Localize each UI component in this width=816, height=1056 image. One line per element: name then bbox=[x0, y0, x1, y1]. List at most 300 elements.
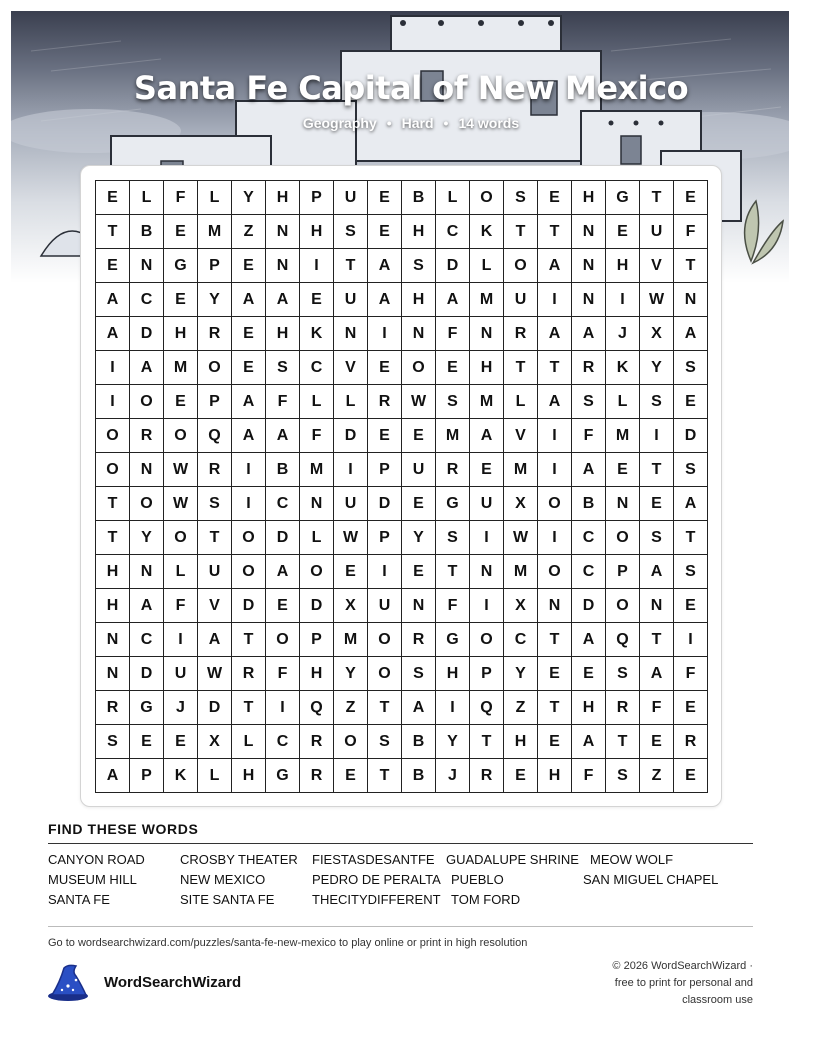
grid-cell[interactable]: S bbox=[606, 657, 640, 691]
grid-cell[interactable]: E bbox=[334, 759, 368, 793]
grid-cell[interactable]: N bbox=[640, 589, 674, 623]
grid-cell[interactable]: H bbox=[300, 215, 334, 249]
grid-cell[interactable]: O bbox=[470, 181, 504, 215]
grid-cell[interactable]: H bbox=[402, 215, 436, 249]
grid-cell[interactable]: N bbox=[572, 215, 606, 249]
grid-cell[interactable]: K bbox=[164, 759, 198, 793]
grid-cell[interactable]: X bbox=[640, 317, 674, 351]
grid-cell[interactable]: E bbox=[368, 181, 402, 215]
grid-cell[interactable]: L bbox=[232, 725, 266, 759]
grid-cell[interactable]: S bbox=[436, 521, 470, 555]
grid-cell[interactable]: L bbox=[334, 385, 368, 419]
grid-cell[interactable]: T bbox=[538, 691, 572, 725]
grid-cell[interactable]: L bbox=[606, 385, 640, 419]
grid-cell[interactable]: R bbox=[504, 317, 538, 351]
grid-cell[interactable]: H bbox=[504, 725, 538, 759]
grid-cell[interactable]: I bbox=[470, 589, 504, 623]
grid-cell[interactable]: V bbox=[334, 351, 368, 385]
grid-cell[interactable]: S bbox=[96, 725, 130, 759]
grid-cell[interactable]: D bbox=[674, 419, 708, 453]
grid-cell[interactable]: N bbox=[130, 453, 164, 487]
grid-cell[interactable]: R bbox=[436, 453, 470, 487]
grid-cell[interactable]: I bbox=[368, 555, 402, 589]
grid-cell[interactable]: U bbox=[334, 283, 368, 317]
grid-cell[interactable]: W bbox=[334, 521, 368, 555]
grid-cell[interactable]: O bbox=[470, 623, 504, 657]
grid-cell[interactable]: I bbox=[96, 385, 130, 419]
grid-cell[interactable]: M bbox=[300, 453, 334, 487]
grid-cell[interactable]: Y bbox=[436, 725, 470, 759]
grid-cell[interactable]: E bbox=[402, 555, 436, 589]
grid-cell[interactable]: H bbox=[470, 351, 504, 385]
grid-cell[interactable]: O bbox=[538, 487, 572, 521]
grid-cell[interactable]: U bbox=[470, 487, 504, 521]
grid-cell[interactable]: D bbox=[266, 521, 300, 555]
grid-cell[interactable]: A bbox=[538, 249, 572, 283]
grid-cell[interactable]: I bbox=[538, 419, 572, 453]
grid-cell[interactable]: E bbox=[402, 419, 436, 453]
grid-cell[interactable]: S bbox=[368, 725, 402, 759]
grid-cell[interactable]: O bbox=[130, 385, 164, 419]
grid-cell[interactable]: I bbox=[232, 487, 266, 521]
grid-cell[interactable]: C bbox=[572, 555, 606, 589]
grid-cell[interactable]: E bbox=[674, 385, 708, 419]
grid-cell[interactable]: I bbox=[436, 691, 470, 725]
grid-cell[interactable]: A bbox=[640, 555, 674, 589]
grid-cell[interactable]: E bbox=[606, 215, 640, 249]
grid-cell[interactable]: H bbox=[96, 555, 130, 589]
grid-cell[interactable]: O bbox=[96, 453, 130, 487]
grid-cell[interactable]: A bbox=[674, 487, 708, 521]
grid-cell[interactable]: A bbox=[572, 317, 606, 351]
grid-cell[interactable]: A bbox=[402, 691, 436, 725]
grid-cell[interactable]: A bbox=[96, 283, 130, 317]
grid-cell[interactable]: O bbox=[368, 623, 402, 657]
grid-cell[interactable]: T bbox=[674, 521, 708, 555]
grid-cell[interactable]: T bbox=[368, 759, 402, 793]
grid-cell[interactable]: F bbox=[572, 759, 606, 793]
grid-cell[interactable]: E bbox=[334, 555, 368, 589]
grid-cell[interactable]: X bbox=[198, 725, 232, 759]
grid-cell[interactable]: N bbox=[674, 283, 708, 317]
grid-cell[interactable]: R bbox=[300, 725, 334, 759]
grid-cell[interactable]: H bbox=[572, 691, 606, 725]
grid-cell[interactable]: U bbox=[402, 453, 436, 487]
grid-cell[interactable]: H bbox=[266, 181, 300, 215]
grid-cell[interactable]: O bbox=[606, 589, 640, 623]
grid-cell[interactable]: I bbox=[232, 453, 266, 487]
grid-cell[interactable]: S bbox=[674, 555, 708, 589]
grid-cell[interactable]: E bbox=[164, 283, 198, 317]
grid-cell[interactable]: E bbox=[232, 249, 266, 283]
grid-cell[interactable]: M bbox=[198, 215, 232, 249]
grid-cell[interactable]: S bbox=[436, 385, 470, 419]
grid-cell[interactable]: H bbox=[232, 759, 266, 793]
grid-cell[interactable]: W bbox=[640, 283, 674, 317]
grid-cell[interactable]: A bbox=[538, 385, 572, 419]
grid-cell[interactable]: M bbox=[334, 623, 368, 657]
grid-cell[interactable]: O bbox=[130, 487, 164, 521]
grid-cell[interactable]: A bbox=[232, 419, 266, 453]
grid-cell[interactable]: Z bbox=[232, 215, 266, 249]
grid-cell[interactable]: L bbox=[300, 385, 334, 419]
grid-cell[interactable]: O bbox=[164, 521, 198, 555]
grid-cell[interactable]: I bbox=[640, 419, 674, 453]
grid-cell[interactable]: S bbox=[674, 351, 708, 385]
grid-cell[interactable]: R bbox=[198, 453, 232, 487]
grid-cell[interactable]: E bbox=[538, 657, 572, 691]
grid-cell[interactable]: D bbox=[198, 691, 232, 725]
grid-cell[interactable]: S bbox=[402, 657, 436, 691]
grid-cell[interactable]: D bbox=[334, 419, 368, 453]
grid-cell[interactable]: A bbox=[232, 283, 266, 317]
grid-cell[interactable]: P bbox=[300, 181, 334, 215]
grid-cell[interactable]: R bbox=[96, 691, 130, 725]
grid-cell[interactable]: C bbox=[130, 623, 164, 657]
grid-cell[interactable]: B bbox=[266, 453, 300, 487]
grid-cell[interactable]: N bbox=[402, 589, 436, 623]
grid-cell[interactable]: K bbox=[300, 317, 334, 351]
grid-cell[interactable]: F bbox=[164, 589, 198, 623]
grid-cell[interactable]: D bbox=[130, 317, 164, 351]
grid-cell[interactable]: R bbox=[130, 419, 164, 453]
grid-cell[interactable]: D bbox=[232, 589, 266, 623]
grid-cell[interactable]: G bbox=[130, 691, 164, 725]
grid-cell[interactable]: F bbox=[436, 317, 470, 351]
grid-cell[interactable]: P bbox=[198, 249, 232, 283]
grid-cell[interactable]: R bbox=[606, 691, 640, 725]
grid-cell[interactable]: F bbox=[266, 385, 300, 419]
grid-cell[interactable]: H bbox=[538, 759, 572, 793]
grid-cell[interactable]: E bbox=[164, 725, 198, 759]
grid-cell[interactable]: H bbox=[96, 589, 130, 623]
grid-cell[interactable]: C bbox=[504, 623, 538, 657]
grid-cell[interactable]: L bbox=[198, 181, 232, 215]
grid-cell[interactable]: B bbox=[130, 215, 164, 249]
grid-cell[interactable]: T bbox=[538, 215, 572, 249]
grid-cell[interactable]: T bbox=[334, 249, 368, 283]
grid-cell[interactable]: E bbox=[640, 487, 674, 521]
grid-cell[interactable]: G bbox=[266, 759, 300, 793]
grid-cell[interactable]: B bbox=[572, 487, 606, 521]
grid-cell[interactable]: V bbox=[198, 589, 232, 623]
grid-cell[interactable]: P bbox=[130, 759, 164, 793]
grid-cell[interactable]: R bbox=[232, 657, 266, 691]
grid-cell[interactable]: Y bbox=[130, 521, 164, 555]
grid-cell[interactable]: A bbox=[436, 283, 470, 317]
grid-cell[interactable]: E bbox=[164, 385, 198, 419]
grid-cell[interactable]: O bbox=[368, 657, 402, 691]
grid-cell[interactable]: R bbox=[368, 385, 402, 419]
grid-cell[interactable]: T bbox=[538, 351, 572, 385]
grid-cell[interactable]: I bbox=[674, 623, 708, 657]
grid-cell[interactable]: D bbox=[572, 589, 606, 623]
grid-cell[interactable]: E bbox=[674, 691, 708, 725]
grid-cell[interactable]: T bbox=[232, 691, 266, 725]
grid-cell[interactable]: K bbox=[470, 215, 504, 249]
grid-cell[interactable]: E bbox=[606, 453, 640, 487]
grid-cell[interactable]: A bbox=[572, 453, 606, 487]
grid-cell[interactable]: T bbox=[436, 555, 470, 589]
grid-cell[interactable]: O bbox=[198, 351, 232, 385]
grid-cell[interactable]: N bbox=[470, 555, 504, 589]
grid-cell[interactable]: I bbox=[164, 623, 198, 657]
grid-cell[interactable]: A bbox=[96, 317, 130, 351]
grid-cell[interactable]: O bbox=[538, 555, 572, 589]
grid-cell[interactable]: B bbox=[402, 759, 436, 793]
grid-cell[interactable]: H bbox=[300, 657, 334, 691]
grid-cell[interactable]: F bbox=[674, 657, 708, 691]
grid-cell[interactable]: M bbox=[164, 351, 198, 385]
grid-cell[interactable]: V bbox=[504, 419, 538, 453]
grid-cell[interactable]: T bbox=[504, 351, 538, 385]
grid-cell[interactable]: L bbox=[130, 181, 164, 215]
grid-cell[interactable]: C bbox=[266, 725, 300, 759]
grid-cell[interactable]: S bbox=[640, 521, 674, 555]
grid-cell[interactable]: R bbox=[470, 759, 504, 793]
grid-cell[interactable]: E bbox=[436, 351, 470, 385]
grid-cell[interactable]: D bbox=[130, 657, 164, 691]
grid-cell[interactable]: I bbox=[368, 317, 402, 351]
grid-cell[interactable]: T bbox=[232, 623, 266, 657]
grid-cell[interactable]: K bbox=[606, 351, 640, 385]
grid-cell[interactable]: T bbox=[640, 623, 674, 657]
grid-cell[interactable]: T bbox=[96, 487, 130, 521]
grid-cell[interactable]: A bbox=[538, 317, 572, 351]
grid-cell[interactable]: H bbox=[402, 283, 436, 317]
grid-cell[interactable]: T bbox=[640, 453, 674, 487]
grid-cell[interactable]: O bbox=[402, 351, 436, 385]
grid-cell[interactable]: B bbox=[402, 725, 436, 759]
grid-cell[interactable]: Z bbox=[334, 691, 368, 725]
grid-cell[interactable]: O bbox=[504, 249, 538, 283]
grid-cell[interactable]: E bbox=[640, 725, 674, 759]
grid-cell[interactable]: A bbox=[470, 419, 504, 453]
grid-cell[interactable]: W bbox=[198, 657, 232, 691]
grid-cell[interactable]: O bbox=[96, 419, 130, 453]
grid-cell[interactable]: R bbox=[300, 759, 334, 793]
grid-cell[interactable]: E bbox=[572, 657, 606, 691]
grid-cell[interactable]: R bbox=[402, 623, 436, 657]
grid-cell[interactable]: T bbox=[198, 521, 232, 555]
grid-cell[interactable]: H bbox=[572, 181, 606, 215]
grid-cell[interactable]: Q bbox=[606, 623, 640, 657]
grid-cell[interactable]: E bbox=[470, 453, 504, 487]
grid-cell[interactable]: E bbox=[674, 589, 708, 623]
grid-cell[interactable]: O bbox=[334, 725, 368, 759]
grid-cell[interactable]: E bbox=[538, 725, 572, 759]
grid-cell[interactable]: U bbox=[164, 657, 198, 691]
grid-cell[interactable]: R bbox=[674, 725, 708, 759]
grid-cell[interactable]: H bbox=[266, 317, 300, 351]
grid-cell[interactable]: G bbox=[436, 623, 470, 657]
grid-cell[interactable]: N bbox=[572, 249, 606, 283]
grid-cell[interactable]: E bbox=[402, 487, 436, 521]
grid-cell[interactable]: V bbox=[640, 249, 674, 283]
grid-cell[interactable]: F bbox=[300, 419, 334, 453]
grid-cell[interactable]: X bbox=[504, 487, 538, 521]
grid-cell[interactable]: N bbox=[300, 487, 334, 521]
grid-cell[interactable]: D bbox=[368, 487, 402, 521]
grid-cell[interactable]: T bbox=[470, 725, 504, 759]
grid-cell[interactable]: O bbox=[606, 521, 640, 555]
grid-cell[interactable]: A bbox=[130, 351, 164, 385]
grid-cell[interactable]: I bbox=[606, 283, 640, 317]
grid-cell[interactable]: E bbox=[368, 215, 402, 249]
grid-cell[interactable]: N bbox=[334, 317, 368, 351]
grid-cell[interactable]: P bbox=[300, 623, 334, 657]
grid-cell[interactable]: E bbox=[266, 589, 300, 623]
grid-cell[interactable]: T bbox=[96, 215, 130, 249]
grid-cell[interactable]: M bbox=[504, 555, 538, 589]
grid-cell[interactable]: T bbox=[96, 521, 130, 555]
grid-cell[interactable]: O bbox=[164, 419, 198, 453]
grid-cell[interactable]: M bbox=[470, 283, 504, 317]
grid-cell[interactable]: C bbox=[436, 215, 470, 249]
grid-cell[interactable]: S bbox=[572, 385, 606, 419]
grid-cell[interactable]: E bbox=[232, 317, 266, 351]
grid-cell[interactable]: E bbox=[538, 181, 572, 215]
grid-cell[interactable]: A bbox=[368, 283, 402, 317]
grid-cell[interactable]: Z bbox=[640, 759, 674, 793]
grid-cell[interactable]: B bbox=[402, 181, 436, 215]
grid-cell[interactable]: J bbox=[606, 317, 640, 351]
grid-cell[interactable]: N bbox=[266, 215, 300, 249]
grid-cell[interactable]: X bbox=[504, 589, 538, 623]
grid-cell[interactable]: N bbox=[606, 487, 640, 521]
grid-cell[interactable]: F bbox=[572, 419, 606, 453]
grid-cell[interactable]: A bbox=[198, 623, 232, 657]
grid-cell[interactable]: A bbox=[130, 589, 164, 623]
grid-cell[interactable]: E bbox=[368, 419, 402, 453]
grid-cell[interactable]: L bbox=[300, 521, 334, 555]
grid-cell[interactable]: U bbox=[198, 555, 232, 589]
grid-cell[interactable]: Y bbox=[402, 521, 436, 555]
grid-cell[interactable]: C bbox=[572, 521, 606, 555]
grid-cell[interactable]: N bbox=[538, 589, 572, 623]
grid-cell[interactable]: F bbox=[436, 589, 470, 623]
grid-cell[interactable]: N bbox=[130, 555, 164, 589]
grid-cell[interactable]: G bbox=[436, 487, 470, 521]
grid-cell[interactable]: P bbox=[470, 657, 504, 691]
grid-cell[interactable]: M bbox=[436, 419, 470, 453]
grid-cell[interactable]: T bbox=[504, 215, 538, 249]
grid-cell[interactable]: I bbox=[538, 521, 572, 555]
grid-cell[interactable]: E bbox=[674, 759, 708, 793]
grid-cell[interactable]: I bbox=[334, 453, 368, 487]
grid-cell[interactable]: Q bbox=[300, 691, 334, 725]
grid-cell[interactable]: Q bbox=[198, 419, 232, 453]
grid-cell[interactable]: S bbox=[606, 759, 640, 793]
grid-cell[interactable]: G bbox=[606, 181, 640, 215]
grid-cell[interactable]: E bbox=[164, 215, 198, 249]
grid-cell[interactable]: O bbox=[266, 623, 300, 657]
grid-cell[interactable]: S bbox=[504, 181, 538, 215]
grid-cell[interactable]: U bbox=[334, 181, 368, 215]
grid-cell[interactable]: T bbox=[640, 181, 674, 215]
grid-cell[interactable]: Z bbox=[504, 691, 538, 725]
grid-cell[interactable]: M bbox=[470, 385, 504, 419]
grid-cell[interactable]: A bbox=[640, 657, 674, 691]
grid-cell[interactable]: A bbox=[674, 317, 708, 351]
grid-cell[interactable]: C bbox=[266, 487, 300, 521]
grid-cell[interactable]: Y bbox=[232, 181, 266, 215]
grid-cell[interactable]: U bbox=[640, 215, 674, 249]
grid-cell[interactable]: H bbox=[436, 657, 470, 691]
grid-cell[interactable]: W bbox=[402, 385, 436, 419]
grid-cell[interactable]: T bbox=[368, 691, 402, 725]
grid-cell[interactable]: I bbox=[96, 351, 130, 385]
grid-cell[interactable]: G bbox=[164, 249, 198, 283]
grid-cell[interactable]: R bbox=[572, 351, 606, 385]
grid-cell[interactable]: S bbox=[334, 215, 368, 249]
grid-cell[interactable]: E bbox=[232, 351, 266, 385]
grid-cell[interactable]: L bbox=[504, 385, 538, 419]
grid-cell[interactable]: M bbox=[606, 419, 640, 453]
grid-cell[interactable]: E bbox=[674, 181, 708, 215]
grid-cell[interactable]: P bbox=[198, 385, 232, 419]
grid-cell[interactable]: A bbox=[96, 759, 130, 793]
grid-cell[interactable]: E bbox=[368, 351, 402, 385]
grid-cell[interactable]: U bbox=[504, 283, 538, 317]
grid-cell[interactable]: E bbox=[300, 283, 334, 317]
grid-cell[interactable]: P bbox=[368, 521, 402, 555]
grid-cell[interactable]: A bbox=[232, 385, 266, 419]
letter-grid[interactable] bbox=[95, 180, 708, 793]
grid-cell[interactable]: O bbox=[232, 521, 266, 555]
grid-cell[interactable]: N bbox=[96, 623, 130, 657]
grid-cell[interactable]: A bbox=[572, 623, 606, 657]
grid-cell[interactable]: W bbox=[504, 521, 538, 555]
grid-cell[interactable]: O bbox=[300, 555, 334, 589]
grid-cell[interactable]: S bbox=[198, 487, 232, 521]
grid-cell[interactable]: D bbox=[300, 589, 334, 623]
grid-cell[interactable]: E bbox=[504, 759, 538, 793]
grid-cell[interactable]: D bbox=[436, 249, 470, 283]
grid-cell[interactable]: P bbox=[368, 453, 402, 487]
grid-cell[interactable]: T bbox=[606, 725, 640, 759]
grid-cell[interactable]: M bbox=[504, 453, 538, 487]
grid-cell[interactable]: A bbox=[266, 283, 300, 317]
grid-cell[interactable]: I bbox=[300, 249, 334, 283]
grid-cell[interactable]: A bbox=[368, 249, 402, 283]
grid-cell[interactable]: U bbox=[334, 487, 368, 521]
grid-cell[interactable]: N bbox=[266, 249, 300, 283]
grid-cell[interactable]: F bbox=[164, 181, 198, 215]
grid-cell[interactable]: Y bbox=[504, 657, 538, 691]
grid-cell[interactable]: Y bbox=[198, 283, 232, 317]
grid-cell[interactable]: T bbox=[538, 623, 572, 657]
grid-cell[interactable]: H bbox=[606, 249, 640, 283]
grid-cell[interactable]: E bbox=[96, 181, 130, 215]
grid-cell[interactable]: Y bbox=[334, 657, 368, 691]
grid-cell[interactable]: N bbox=[130, 249, 164, 283]
grid-cell[interactable]: Y bbox=[640, 351, 674, 385]
grid-cell[interactable]: N bbox=[402, 317, 436, 351]
grid-cell[interactable]: L bbox=[470, 249, 504, 283]
grid-cell[interactable]: A bbox=[266, 419, 300, 453]
grid-cell[interactable]: L bbox=[436, 181, 470, 215]
grid-cell[interactable]: S bbox=[402, 249, 436, 283]
grid-cell[interactable]: S bbox=[674, 453, 708, 487]
grid-cell[interactable]: I bbox=[538, 453, 572, 487]
grid-cell[interactable]: L bbox=[164, 555, 198, 589]
grid-cell[interactable]: A bbox=[572, 725, 606, 759]
grid-cell[interactable]: A bbox=[266, 555, 300, 589]
grid-cell[interactable]: C bbox=[300, 351, 334, 385]
grid-cell[interactable]: R bbox=[198, 317, 232, 351]
grid-cell[interactable]: O bbox=[232, 555, 266, 589]
